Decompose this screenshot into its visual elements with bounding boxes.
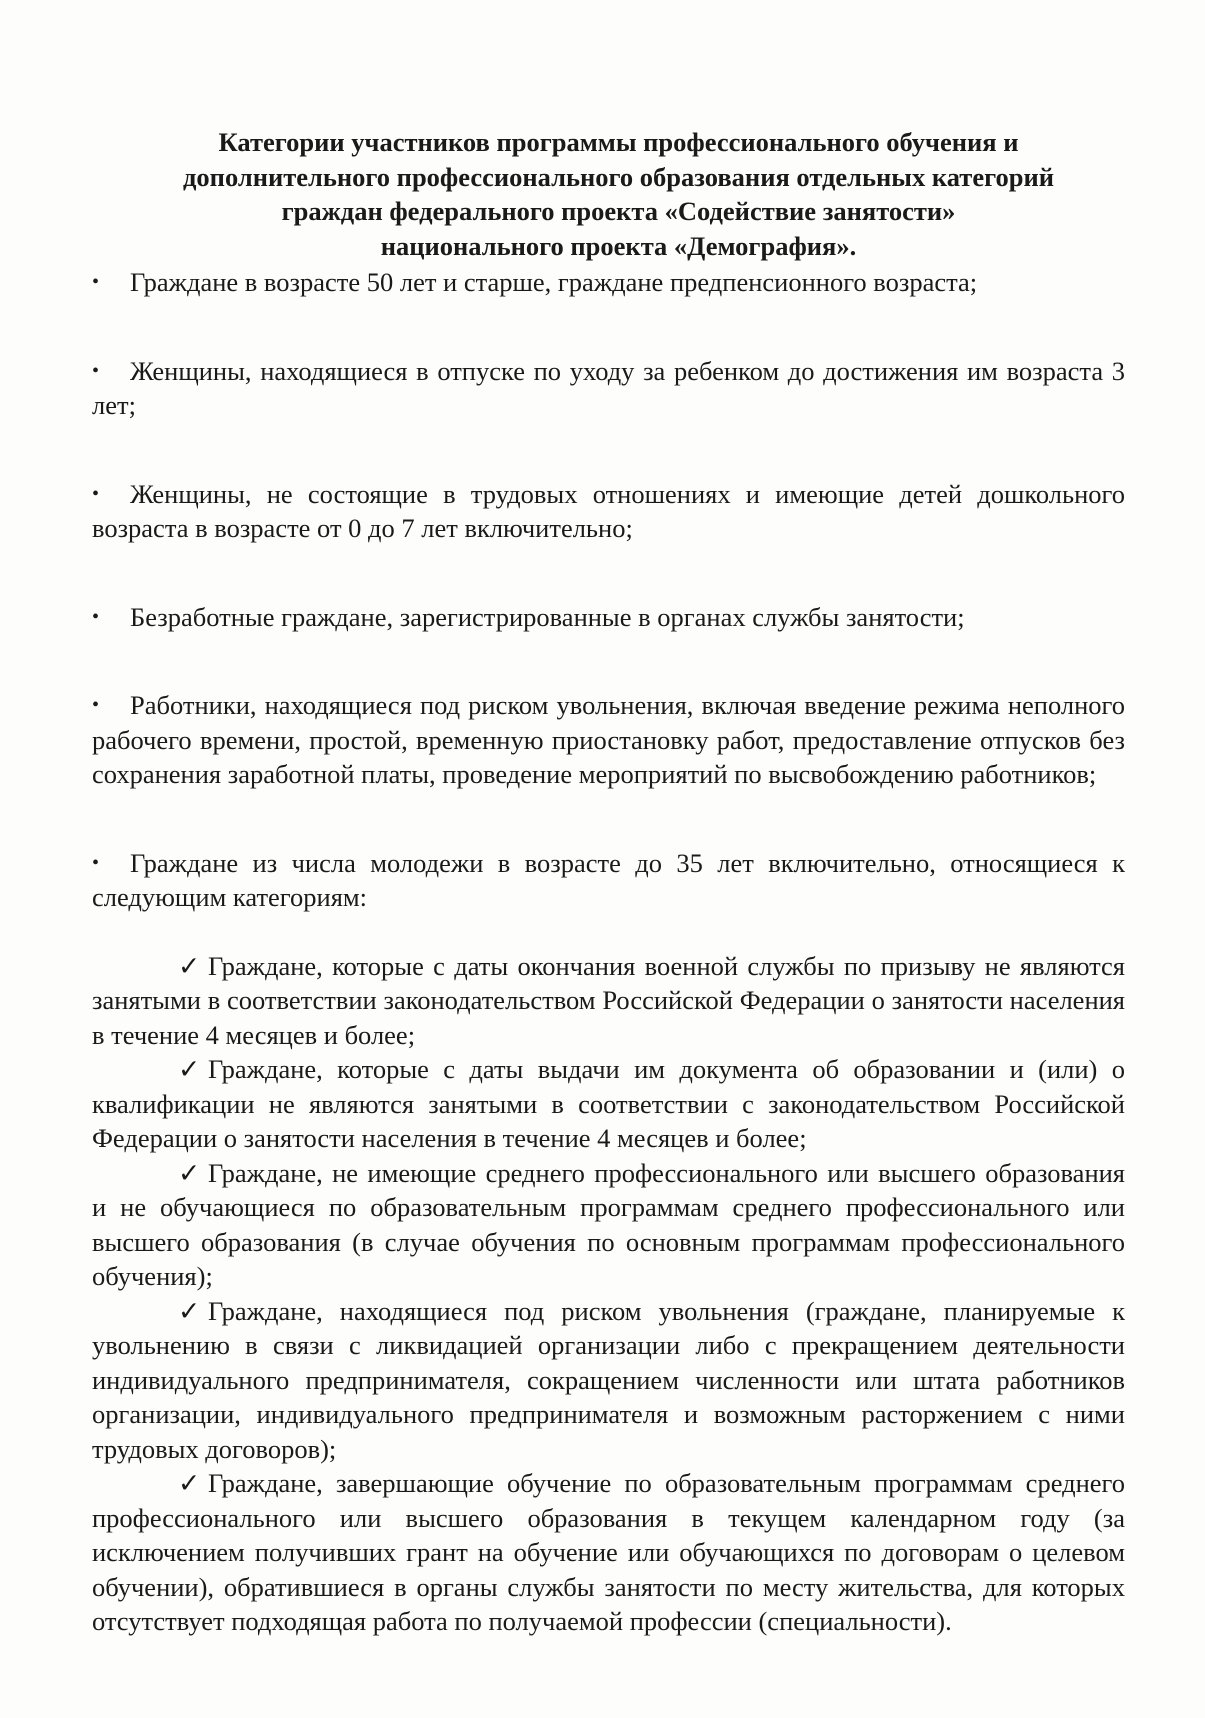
sub-list-item bbox=[92, 1052, 1125, 1156]
checkmark-icon: ✓ bbox=[178, 1054, 201, 1084]
list-item bbox=[92, 600, 1125, 635]
title-line-1: Категории участников программы профессионального обучения и bbox=[218, 127, 1019, 157]
sub-list-item-text: Граждане, завершающие обучение по образовательным программам среднего профессионального или высшего образования в текущем календарном году (за исключением получивших грант на обучение или обучающихся по договорам о целевом обучении), обратившиеся в органы службы занятости по месту жительства, для которых отсутствует подходящая работа по получаемой профессии (специальности). bbox=[92, 1468, 1125, 1636]
title-line-4: национального проекта «Демография». bbox=[380, 230, 857, 261]
sub-list-item bbox=[92, 1156, 1125, 1294]
list-item-text: Безработные граждане, зарегистрированные в органах службы занятости; bbox=[130, 601, 965, 632]
bullet-icon: • bbox=[92, 482, 100, 505]
bullet-icon: • bbox=[92, 271, 100, 293]
bullet-icon: • bbox=[92, 694, 100, 716]
list-item bbox=[92, 846, 1125, 915]
list-item-text: Граждане в возрасте 50 лет и старше, граждане предпенсионного возраста; bbox=[130, 267, 978, 297]
list-item-text: Работники, находящиеся под риском увольнения, включая введение режима неполного рабочего времени, простой, временную приостановку работ, предоставление отпусков без сохранения заработной платы, проведение мероприятий по высвобождению работников; bbox=[92, 690, 1125, 789]
sub-list-item bbox=[92, 1294, 1125, 1467]
bullet-icon: • bbox=[92, 605, 100, 628]
checkmark-icon: ✓ bbox=[178, 1295, 201, 1326]
youth-categories-list bbox=[92, 949, 1125, 1639]
list-item-text: Женщины, находящиеся в отпуске по уходу за ребенком до достижения им возраста 3 лет; bbox=[92, 355, 1125, 420]
title-line-3: граждан федерального проекта «Содействие занятости» bbox=[281, 196, 956, 226]
checkmark-icon: ✓ bbox=[178, 950, 201, 981]
list-item bbox=[92, 477, 1125, 546]
list-item bbox=[92, 265, 1125, 300]
checkmark-icon: ✓ bbox=[178, 1157, 201, 1188]
bullet-icon: • bbox=[92, 359, 100, 382]
sub-list-item-text: Граждане, не имеющие среднего профессионального или высшего образования и не обучающиеся по образовательным программам среднего профессионального или высшего образования (в случае обучения по основным программам профессионального обучения); bbox=[92, 1157, 1125, 1291]
list-item bbox=[92, 688, 1125, 792]
sub-list-item bbox=[92, 1466, 1125, 1639]
sub-list-item-text: Граждане, которые с даты выдачи им документа об образовании и (или) о квалификации не являются занятыми в соответствии с законодательством Российской Федерации о занятости населения в течение 4 месяцев и более; bbox=[92, 1054, 1125, 1153]
sub-list-item-text: Граждане, находящиеся под риском увольнения (граждане, планируемые к увольнению в связи с ликвидацией организации либо с прекращением деятельности индивидуального предпринимателя, сокращением численности или штата работников организации, индивидуального предпринимателя и возможным расторжением с ними трудовых договоров); bbox=[92, 1295, 1125, 1464]
document-title bbox=[92, 125, 1125, 263]
list-item-text: Граждане из числа молодежи в возрасте до 35 лет включительно, относящиеся к следующим категориям: bbox=[92, 847, 1125, 912]
list-item-text: Женщины, не состоящие в трудовых отношениях и имеющие детей дошкольного возраста в возрасте от 0 до 7 лет включительно; bbox=[92, 478, 1125, 543]
bullet-icon: • bbox=[92, 851, 100, 874]
title-line-2: дополнительного профессионального образования отдельных категорий bbox=[183, 161, 1054, 192]
checkmark-icon: ✓ bbox=[178, 1468, 201, 1498]
sub-list-item-text: Граждане, которые с даты окончания военной службы по призыву не являются занятыми в соответствии законодательством Российской Федерации о занятости населения в течение 4 месяцев и более; bbox=[92, 950, 1125, 1050]
sub-list-item bbox=[92, 949, 1125, 1053]
participant-categories-list bbox=[92, 265, 1125, 915]
list-item bbox=[92, 354, 1125, 423]
